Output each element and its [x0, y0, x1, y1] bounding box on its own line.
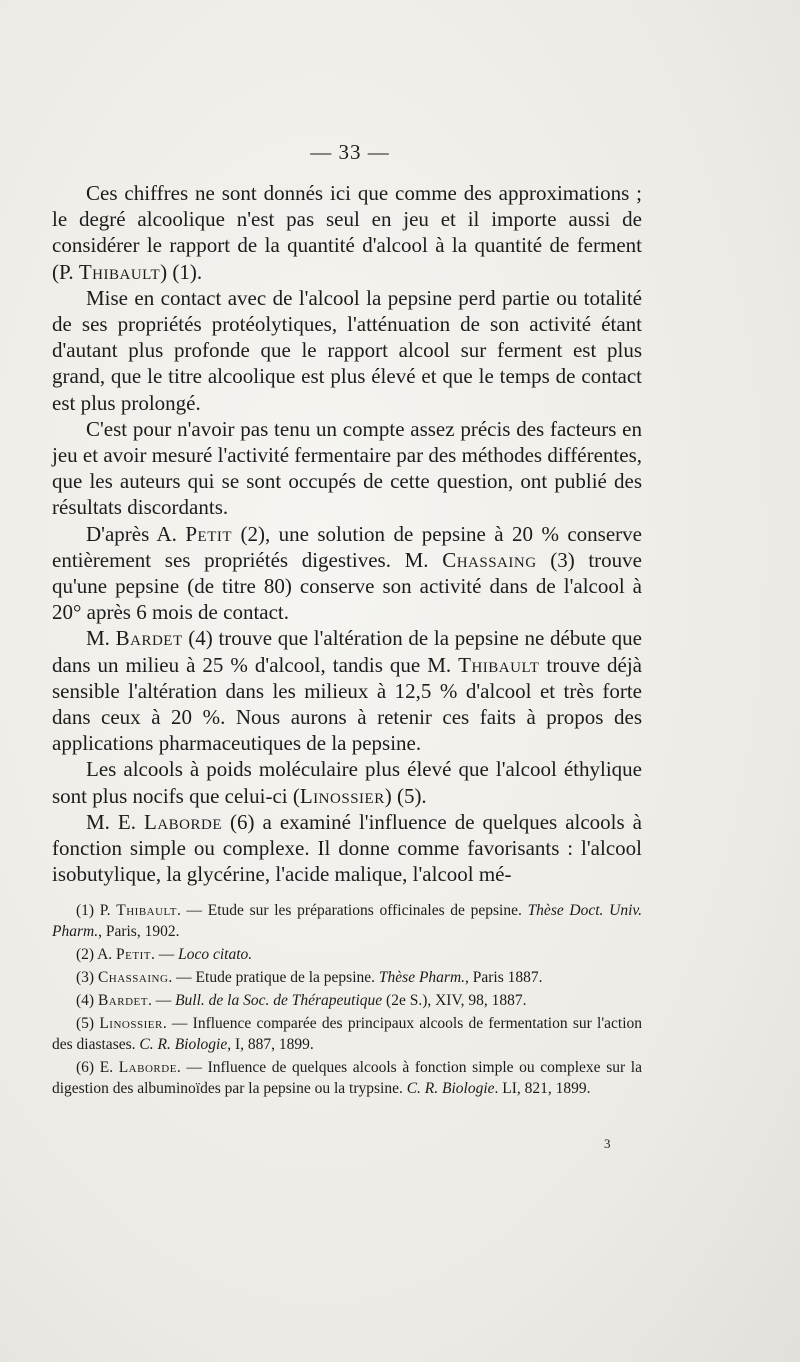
percent-sign: % — [202, 705, 221, 730]
text-run: . — Influence comparée des principaux alcools de fermentation sur l'action des diastases. — [52, 1015, 642, 1053]
percent-sign: % — [541, 521, 559, 546]
footnote-number: (5) — [76, 1015, 100, 1032]
paragraph — [52, 180, 642, 285]
text-run: (3) trouve qu'une pepsine (de titre 80) conserve son activité dans de l'alcool à 20° après 6 mois de contact. — [52, 547, 642, 625]
author-name: Chassaing — [442, 547, 537, 572]
text-run: , Paris 1887. — [465, 969, 543, 986]
author-name: Petit — [185, 521, 233, 546]
text-run: . — — [147, 992, 176, 1009]
text-run: d'alcool et très forte dans ceux à 20 — [52, 678, 642, 730]
author-name: Bardet — [115, 626, 183, 651]
journal-title: Bull. de la Soc. de Thérapeutique — [175, 992, 383, 1009]
footnote-number: (4) — [76, 992, 98, 1009]
author-name: Laborde — [144, 809, 223, 834]
text-run: M. E. — [86, 809, 145, 834]
text-run: D'après A. — [86, 521, 186, 546]
journal-title: Thèse Pharm. — [378, 969, 466, 986]
text-run: d'alcool, tandis que M. — [247, 652, 459, 677]
footnote — [52, 967, 642, 988]
footnotes — [52, 900, 642, 1101]
footnote — [52, 944, 642, 965]
author-name: Petit — [116, 946, 151, 963]
footnote-number: (2) A. — [76, 946, 117, 963]
footnote-number: (6) E. — [76, 1059, 119, 1076]
paragraph — [52, 625, 642, 756]
author-name: Bardet — [97, 992, 148, 1009]
author-name: Laborde — [118, 1059, 177, 1076]
journal-title: C. R. Biologie — [139, 1036, 228, 1053]
text-run: . LI, 821, 1899. — [494, 1080, 591, 1097]
paragraph — [52, 756, 642, 808]
journal-title: Thèse Doct. Univ. Pharm. — [52, 902, 642, 940]
author-name: Linossier — [299, 783, 385, 808]
text-run: M. — [86, 626, 116, 651]
footnote — [52, 1013, 642, 1055]
percent-sign: % — [439, 678, 458, 703]
text-run: (2e S.), XIV, 98, 1887. — [382, 992, 527, 1009]
paragraph — [52, 809, 642, 888]
journal-title: Loco citato. — [178, 946, 253, 963]
author-name: Thibault — [458, 652, 540, 677]
text-run: Ces chiffres ne sont donnés ici que comme des approximations ; le degré alcoolique n'est pas seul en jeu et il importe aussi de considérer le rapport de la quantité d'alcool à la quantité de ferment (P. — [52, 181, 642, 284]
text-run: . Nous aurons à retenir ces faits à propos des applications pharmaceutiques de la pepsine. — [52, 705, 642, 756]
text-run: , Paris, 1902. — [98, 923, 180, 940]
text-run: trouve déjà sensible l'altération dans les milieux à 12,5 — [52, 652, 643, 703]
author-name: Linossier — [99, 1015, 163, 1032]
author-name: Thibault — [78, 259, 161, 284]
footnote-number: (1) P. — [76, 902, 117, 919]
text-run: (6) a examiné l'influence de quelques alcools à fonction simple ou complexe. Il donne comme favorisants : l'alcool isobutylique, la glycérine, l'acide malique, l'alcool mé- — [52, 809, 642, 887]
text-run: . — Etude sur les préparations officinales de pepsine. — [176, 902, 528, 919]
footnote — [52, 1057, 642, 1099]
text-run: (4) trouve que l'altération de la pepsine ne débute que dans un milieu à 25 — [52, 626, 642, 677]
author-name: Thibault — [116, 902, 177, 919]
text-run: Les alcools à poids moléculaire plus élevé que l'alcool éthylique sont plus nocifs que celui-ci ( — [52, 757, 642, 808]
footnote — [52, 990, 642, 1011]
author-name: Chassaing — [97, 969, 169, 986]
text-run: ) (5). — [384, 783, 427, 808]
text-run: ) (1). — [160, 259, 203, 284]
signature-mark: 3 — [604, 1136, 611, 1151]
text-run: . — — [151, 946, 179, 963]
paragraph: C'est pour n'avoir pas tenu un compte assez précis des facteurs en jeu et avoir mesuré l'activité fermentaire par des méthodes différentes, que les auteurs qui se sont occupés de cette question, ont publié des résultats discordants. — [52, 416, 642, 520]
footnote — [52, 900, 642, 942]
page-number: — 33 — — [310, 140, 390, 164]
main-text — [52, 180, 642, 887]
paragraph: Mise en contact avec de l'alcool la pepsine perd partie ou totalité de ses propriétés protéolytiques, l'atténuation de son activité étant d'autant plus profonde que le rapport alcool sur ferment est plus grand, que le titre alcoolique est plus élevé et que le temps de contact est plus prolongé. — [52, 285, 642, 415]
text-run: . — Influence de quelques alcools à fonction simple ou complexe sur la digestion des albuminoïdes par la pepsine ou la trypsine. — [52, 1059, 642, 1097]
percent-sign: % — [230, 652, 248, 677]
text-run: conserve entièrement ses propriétés digestives. M. — [52, 521, 642, 572]
journal-title: C. R. Biologie — [406, 1080, 495, 1097]
footnote-number: (3) — [76, 969, 98, 986]
text-run: , I, 887, 1899. — [227, 1036, 314, 1053]
text-run: . — Etude pratique de la pepsine. — [168, 969, 379, 986]
paragraph — [52, 521, 642, 626]
text-run: (2), une solution de pepsine à 20 — [232, 521, 542, 546]
